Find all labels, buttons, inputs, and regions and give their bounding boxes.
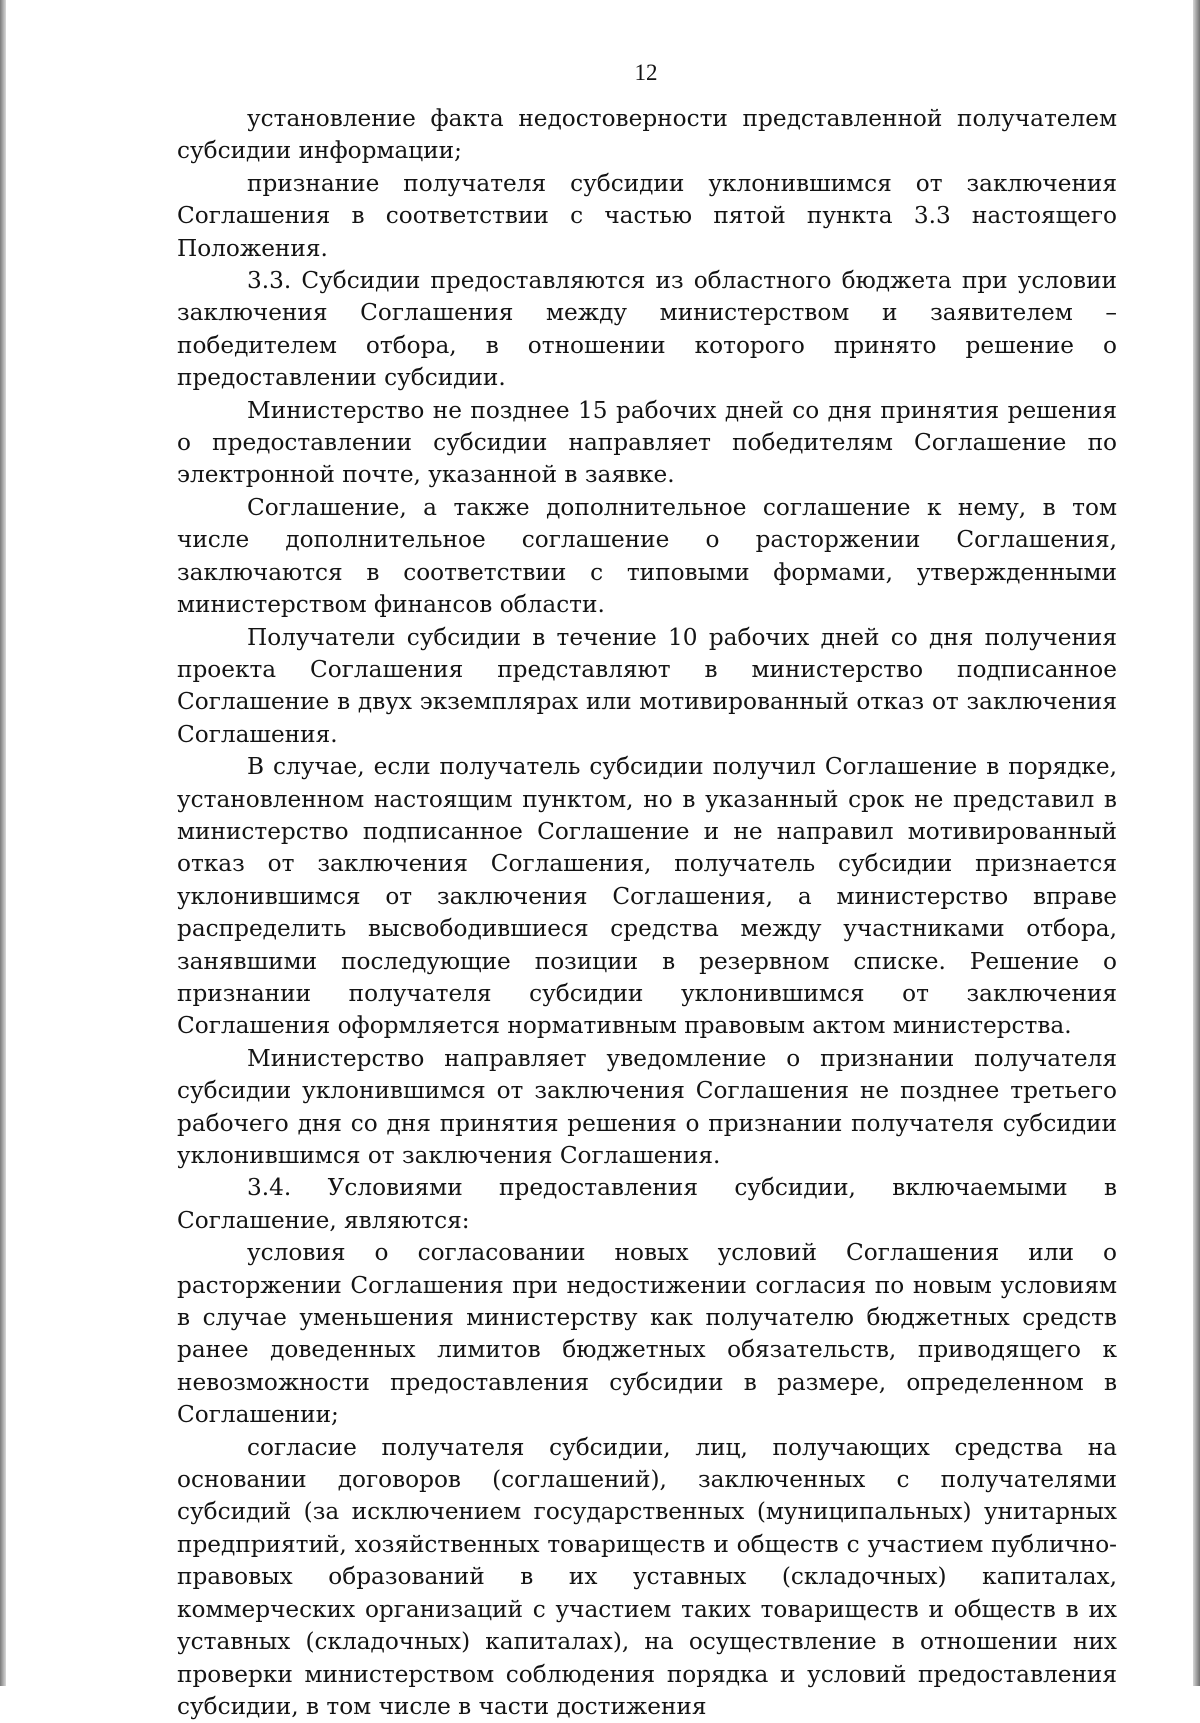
paragraph: условия о согласовании новых условий Соглашения или о расторжении Соглашения при недостижении согласия по новым условиям в случае уменьшения министерству как получателю бюджетных средств ранее доведенных лимитов бюджетных обязательств, приводящего к невозможности предоставления субсидии в размере, определенном в Соглашении; [177, 1239, 1117, 1429]
scan-edge-left [0, 0, 6, 1686]
paragraph: 3.3. Субсидии предоставляются из областного бюджета при условии заключения Соглашения между министерством и заявителем – победителем отбора, в отношении которого принято решение о предоставлении субсидии. [177, 267, 1117, 392]
paragraph: признание получателя субсидии уклонившимся от заключения Соглашения в соответствии с частью пятой пункта 3.3 настоящего Положения. [177, 169, 1117, 262]
paragraph: Получатели субсидии в течение 10 рабочих дней со дня получения проекта Соглашения представляют в министерство подписанное Соглашение в двух экземплярах или мотивированный отказ от заключения Соглашения. [177, 623, 1117, 748]
scan-edge-right [1193, 0, 1200, 1686]
paragraph: Министерство направляет уведомление о признании получателя субсидии уклонившимся от заключения Соглашения не позднее третьего рабочего дня со дня принятия решения о признании получателя субсидии уклонившимся от заключения Соглашения. [177, 1044, 1117, 1169]
paragraph: 3.4. Условиями предоставления субсидии, включаемыми в Соглашение, являются: [177, 1174, 1117, 1234]
paragraph: Министерство не позднее 15 рабочих дней со дня принятия решения о предоставлении субсидии направляет победителям Соглашение по электронной почте, указанной в заявке. [177, 396, 1117, 489]
document-body [177, 103, 1117, 1723]
paragraph: Соглашение, а также дополнительное соглашение к нему, в том числе дополнительное соглашение о расторжении Соглашения, заключаются в соответствии с типовыми формами, утвержденными министерством финансов области. [177, 493, 1117, 619]
paragraph: согласие получателя субсидии, лиц, получающих средства на основании договоров (соглашений), заключенных с получателями субсидий (за исключением государственных (муниципальных) унитарных предприятий, хозяйственных товариществ и обществ с участием публично-правовых образований в их уставных (складочных) капиталах, коммерческих организаций с участием таких товариществ и обществ в их уставных (складочных) капиталах), на осуществление в отношении них проверки министерством соблюдения порядка и условий предоставления субсидии, в том числе в части достижения [177, 1433, 1117, 1720]
page-number: 12 [634, 60, 658, 85]
paragraph: В случае, если получатель субсидии получил Соглашение в порядке, установленном настоящим пунктом, но в указанный срок не представил в министерство подписанное Соглашение и не направил мотивированный отказ от заключения Соглашения, получатель субсидии признается уклонившимся от заключения Соглашения, а министерство вправе распределить высвободившиеся средства между участниками отбора, занявшими последующие позиции в резервном списке. Решение о признании получателя субсидии уклонившимся от заключения Соглашения оформляется нормативным правовым актом министерства. [177, 753, 1117, 1040]
paragraph: установление факта недостоверности представленной получателем субсидии информации; [177, 105, 1117, 165]
